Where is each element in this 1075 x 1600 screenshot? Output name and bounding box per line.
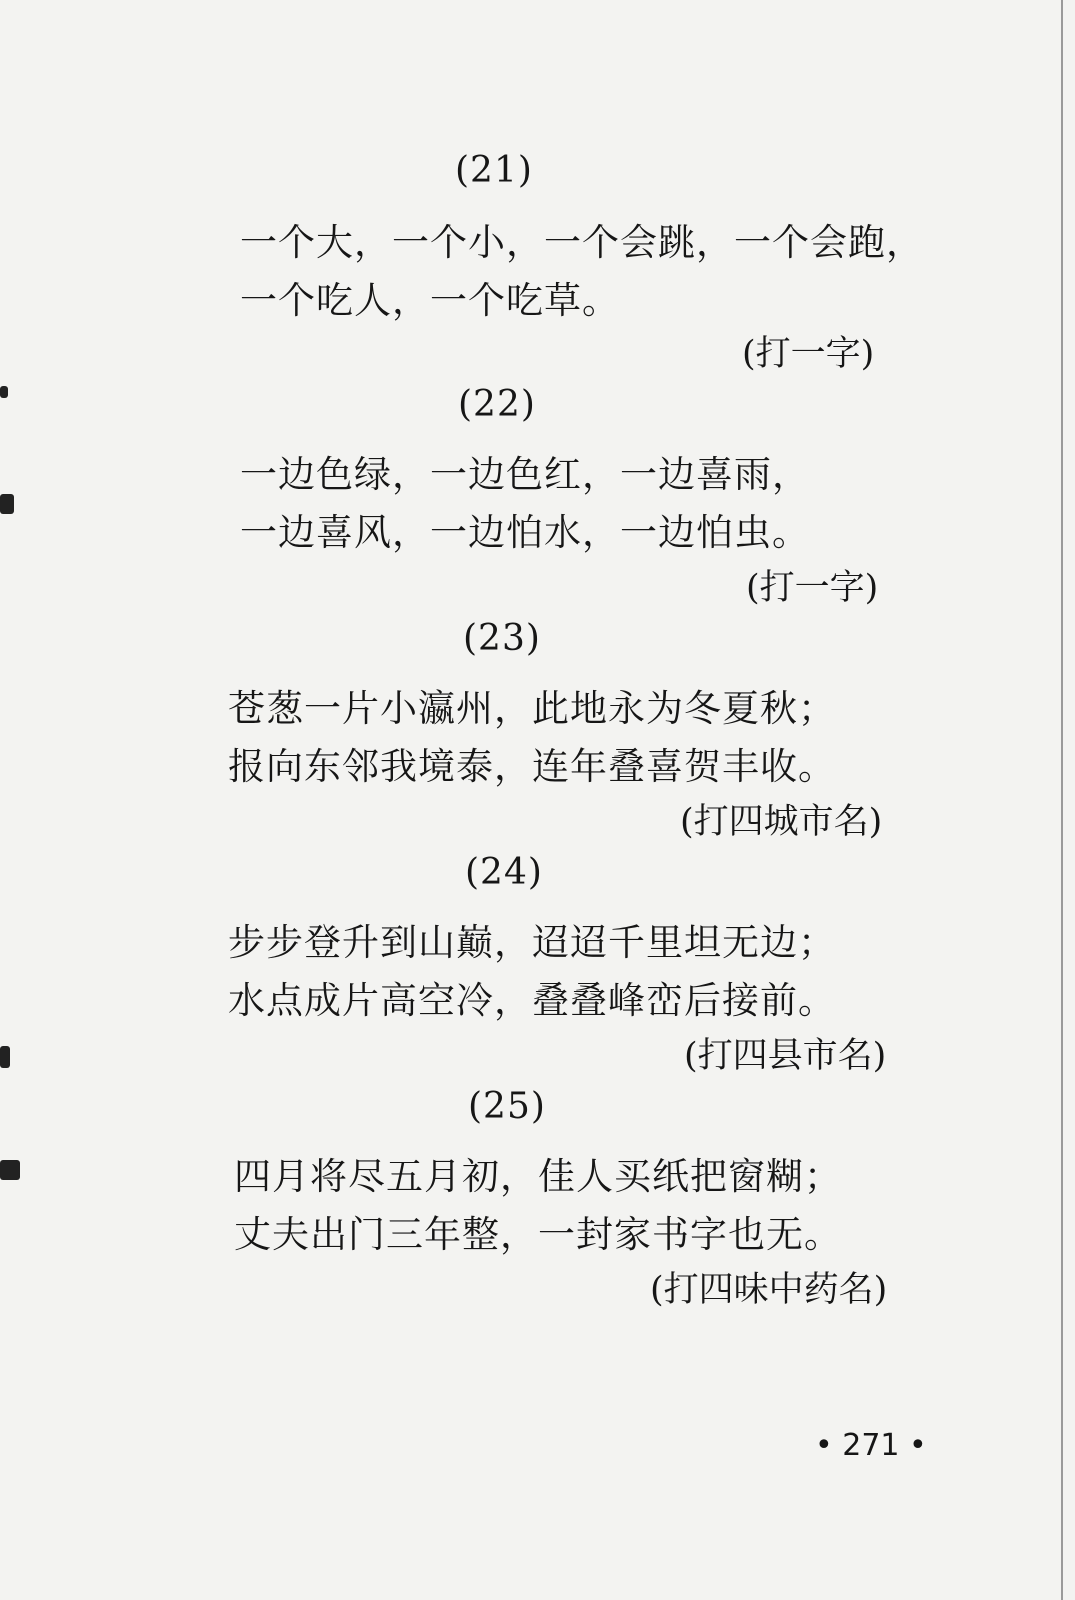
- scan-mark: [0, 494, 14, 514]
- riddle-25-number: (25): [468, 1086, 546, 1127]
- riddle-25-line-2: 丈夫出门三年整，一封家书字也无。: [234, 1213, 842, 1256]
- riddle-24-line-2: 水点成片高空冷，叠叠峰峦后接前。: [228, 979, 836, 1022]
- riddle-21-line-1: 一个大，一个小，一个会跳，一个会跑，: [240, 221, 924, 264]
- scan-mark: [0, 1160, 20, 1180]
- riddle-22-line-2: 一边喜风，一边怕水，一边怕虫。: [240, 511, 810, 554]
- riddle-25-line-1: 四月将尽五月初，佳人买纸把窗糊；: [234, 1155, 842, 1198]
- riddle-25-hint: (打四味中药名): [650, 1270, 888, 1310]
- riddle-21-hint: (打一字): [742, 334, 875, 374]
- scan-mark: [0, 1046, 10, 1068]
- riddle-23-line-1: 苍葱一片小瀛州，此地永为冬夏秋；: [228, 687, 836, 730]
- riddle-22-hint: (打一字): [746, 568, 879, 608]
- riddle-24-number: (24): [465, 852, 543, 893]
- riddle-22-line-1: 一边色绿，一边色红，一边喜雨，: [240, 453, 810, 496]
- scan-mark: [0, 386, 8, 398]
- riddle-21-number: (21): [455, 150, 533, 191]
- riddle-23-line-2: 报向东邻我境泰，连年叠喜贺丰收。: [228, 745, 836, 788]
- riddle-22-number: (22): [458, 384, 536, 425]
- scan-edge-line: [1061, 0, 1063, 1600]
- riddle-24-hint: (打四县市名): [684, 1036, 887, 1076]
- riddle-24-line-1: 步步登升到山巅，迢迢千里坦无边；: [228, 921, 836, 964]
- page-number: • 271 •: [815, 1428, 927, 1463]
- riddle-23-hint: (打四城市名): [680, 802, 883, 842]
- riddle-21-line-2: 一个吃人，一个吃草。: [240, 279, 620, 322]
- riddle-23-number: (23): [463, 618, 541, 659]
